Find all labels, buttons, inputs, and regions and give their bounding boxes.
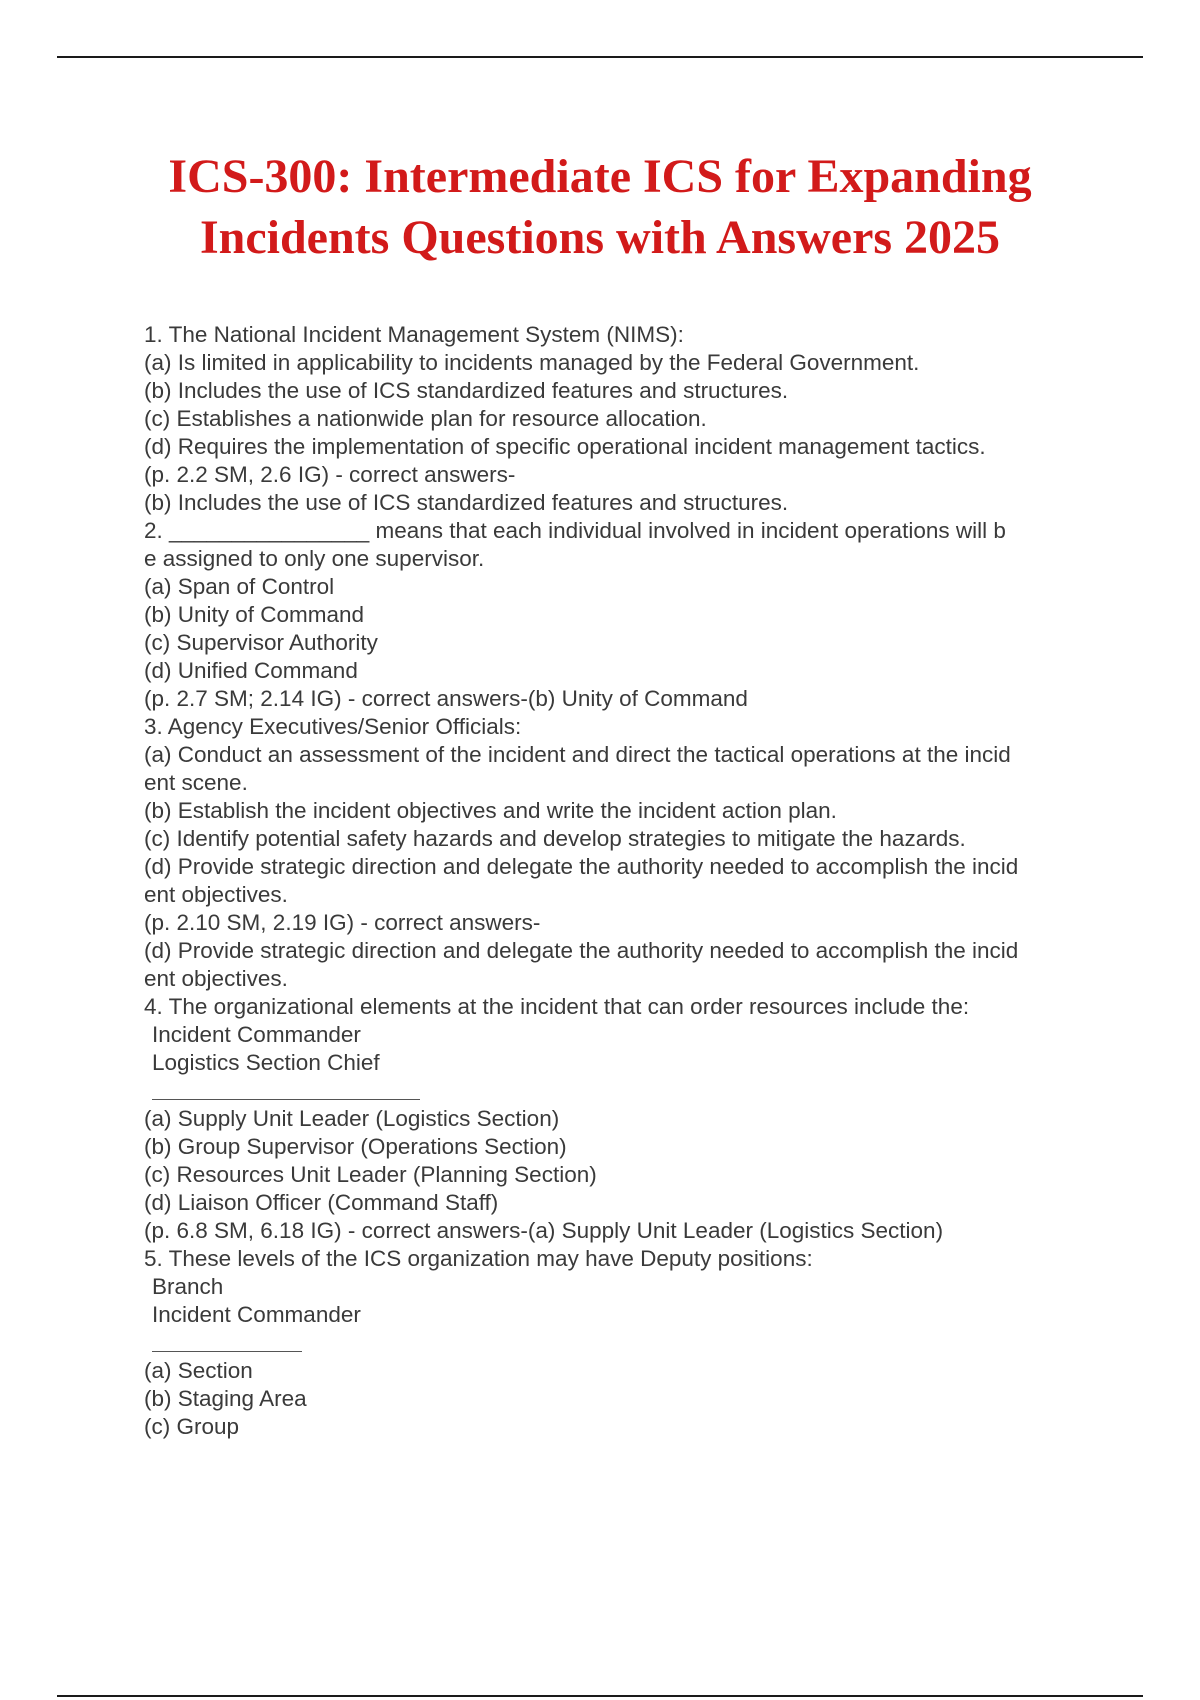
question-1-answer: (b) Includes the use of ICS standardized features and structures. xyxy=(144,490,789,515)
top-rule xyxy=(57,56,1143,58)
question-3-option-d-cont: ent objectives. xyxy=(144,882,288,907)
question-4-option-b: (b) Group Supervisor (Operations Section) xyxy=(144,1134,567,1159)
question-4-item-1: Incident Commander xyxy=(152,1022,361,1047)
bottom-rule xyxy=(57,1695,1143,1697)
document-title xyxy=(100,146,1100,268)
question-2-stem: 2. ________________ means that each individual involved in incident operations will b xyxy=(144,518,1006,543)
question-5-option-c: (c) Group xyxy=(144,1414,240,1439)
question-1-option-c: (c) Establishes a nationwide plan for resource allocation. xyxy=(144,406,707,431)
question-1-option-d: (d) Requires the implementation of specific operational incident management tactics. xyxy=(144,434,986,459)
question-4-blank xyxy=(144,1077,1094,1105)
question-1-reference: (p. 2.2 SM, 2.6 IG) - correct answers- xyxy=(144,462,516,487)
question-2-option-c: (c) Supervisor Authority xyxy=(144,630,378,655)
question-1-stem: 1. The National Incident Management System (NIMS): xyxy=(144,322,684,347)
question-2-option-a: (a) Span of Control xyxy=(144,574,335,599)
question-5-item-1: Branch xyxy=(152,1274,224,1299)
question-3-option-a-cont: ent scene. xyxy=(144,770,248,795)
question-2-answer: (p. 2.7 SM; 2.14 IG) - correct answers-(b) Unity of Command xyxy=(144,686,748,711)
question-3-answer: (d) Provide strategic direction and delegate the authority needed to accomplish the incid xyxy=(144,938,1019,963)
question-3-option-a: (a) Conduct an assessment of the incident and direct the tactical operations at the incid xyxy=(144,742,1011,767)
question-4-answer: (p. 6.8 SM, 6.18 IG) - correct answers-(a) Supply Unit Leader (Logistics Section) xyxy=(144,1218,944,1243)
question-5-stem: 5. These levels of the ICS organization may have Deputy positions: xyxy=(144,1246,813,1271)
question-list xyxy=(144,321,1094,1441)
question-2-stem-cont: e assigned to only one supervisor. xyxy=(144,546,485,571)
question-3-option-d: (d) Provide strategic direction and delegate the authority needed to accomplish the incid xyxy=(144,854,1019,879)
question-1-option-b: (b) Includes the use of ICS standardized features and structures. xyxy=(144,378,789,403)
question-3-option-c: (c) Identify potential safety hazards and develop strategies to mitigate the hazards. xyxy=(144,826,966,851)
question-2-option-d: (d) Unified Command xyxy=(144,658,358,683)
question-4-item-2: Logistics Section Chief xyxy=(152,1050,380,1075)
question-3-stem: 3. Agency Executives/Senior Officials: xyxy=(144,714,522,739)
question-5-blank xyxy=(144,1329,1094,1357)
question-3-reference: (p. 2.10 SM, 2.19 IG) - correct answers- xyxy=(144,910,541,935)
question-5-option-b: (b) Staging Area xyxy=(144,1386,307,1411)
question-4-option-c: (c) Resources Unit Leader (Planning Section) xyxy=(144,1162,597,1187)
title-line-2: Incidents Questions with Answers 2025 xyxy=(199,211,1001,264)
question-5-option-a: (a) Section xyxy=(144,1358,253,1383)
question-2-option-b: (b) Unity of Command xyxy=(144,602,365,627)
question-5-item-2: Incident Commander xyxy=(152,1302,361,1327)
question-3-option-b: (b) Establish the incident objectives and write the incident action plan. xyxy=(144,798,837,823)
question-4-stem: 4. The organizational elements at the incident that can order resources include the: xyxy=(144,994,970,1019)
title-line-1: ICS-300: Intermediate ICS for Expanding xyxy=(168,150,1032,203)
question-4-option-d: (d) Liaison Officer (Command Staff) xyxy=(144,1190,499,1215)
question-4-option-a: (a) Supply Unit Leader (Logistics Section) xyxy=(144,1106,560,1131)
question-1-option-a: (a) Is limited in applicability to incidents managed by the Federal Government. xyxy=(144,350,920,375)
question-3-answer-cont: ent objectives. xyxy=(144,966,288,991)
